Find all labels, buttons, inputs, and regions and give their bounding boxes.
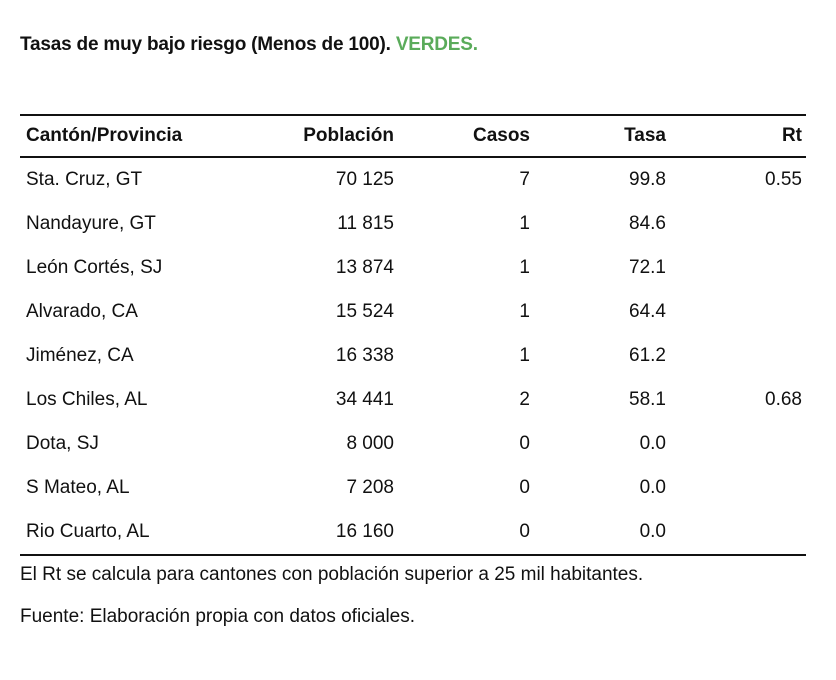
- cell-poblacion: 11 815: [337, 213, 394, 234]
- table-body: [20, 157, 806, 555]
- cell-casos: 1: [519, 345, 530, 366]
- cell-tasa: 72.1: [629, 257, 666, 278]
- risk-table: [20, 114, 806, 556]
- cell-canton: Alvarado, CA: [26, 301, 138, 322]
- cell-rt: [666, 290, 806, 334]
- cell-casos: 0: [519, 433, 530, 454]
- cell-canton: Jiménez, CA: [26, 345, 134, 366]
- cell-canton: Los Chiles, AL: [26, 389, 148, 410]
- cell-tasa: 64.4: [629, 301, 666, 322]
- rt-footnote: El Rt se calcula para cantones con población superior a 25 mil habitantes.: [20, 564, 644, 585]
- cell-poblacion: 8 000: [346, 433, 394, 454]
- cell-canton: León Cortés, SJ: [26, 257, 163, 278]
- cell-rt: [666, 246, 806, 290]
- column-header-poblacion: Población: [303, 125, 394, 146]
- cell-poblacion: 15 524: [335, 301, 394, 322]
- cell-casos: 1: [519, 301, 530, 322]
- cell-rt: [666, 422, 806, 466]
- cell-casos: 1: [519, 213, 530, 234]
- table-row: [20, 422, 806, 466]
- cell-rt: [666, 334, 806, 378]
- column-header-tasa: Tasa: [624, 125, 666, 146]
- cell-tasa: 99.8: [629, 169, 666, 190]
- column-header-rt: Rt: [781, 125, 802, 146]
- cell-canton: Sta. Cruz, GT: [26, 169, 143, 190]
- title-accent: VERDES.: [395, 34, 478, 55]
- cell-rt: [666, 510, 806, 555]
- table-row: [20, 334, 806, 378]
- cell-casos: 0: [519, 477, 530, 498]
- cell-casos: 0: [519, 521, 530, 542]
- cell-tasa: 61.2: [629, 345, 666, 366]
- column-header-canton: Cantón/Provincia: [26, 125, 183, 146]
- cell-tasa: 0.0: [639, 521, 666, 542]
- cell-poblacion: 16 160: [335, 521, 394, 542]
- cell-poblacion: 13 874: [335, 257, 394, 278]
- source-footnote: Fuente: Elaboración propia con datos oficiales.: [20, 606, 416, 627]
- cell-poblacion: 70 125: [335, 169, 394, 190]
- cell-casos: 7: [519, 169, 530, 190]
- table-row: [20, 466, 806, 510]
- cell-poblacion: 34 441: [335, 389, 394, 410]
- table-row: [20, 157, 806, 202]
- table-row: [20, 246, 806, 290]
- cell-rt: 0.68: [765, 389, 802, 410]
- cell-casos: 2: [519, 389, 530, 410]
- table-header-row: [20, 115, 806, 157]
- cell-casos: 1: [519, 257, 530, 278]
- page-title: [20, 34, 478, 56]
- cell-canton: Rio Cuarto, AL: [26, 521, 150, 542]
- table-row: [20, 510, 806, 555]
- cell-tasa: 84.6: [629, 213, 666, 234]
- table-header: [20, 115, 806, 157]
- cell-canton: Dota, SJ: [26, 433, 99, 454]
- cell-tasa: 58.1: [629, 389, 666, 410]
- risk-table-container: [20, 114, 802, 556]
- cell-tasa: 0.0: [639, 433, 666, 454]
- cell-poblacion: 16 338: [335, 345, 394, 366]
- column-header-casos: Casos: [472, 125, 530, 146]
- cell-rt: [666, 202, 806, 246]
- cell-poblacion: 7 208: [346, 477, 394, 498]
- table-row: [20, 290, 806, 334]
- table-row: [20, 202, 806, 246]
- cell-canton: Nandayure, GT: [26, 213, 156, 234]
- cell-canton: S Mateo, AL: [26, 477, 130, 498]
- table-row: [20, 378, 806, 422]
- cell-rt: 0.55: [765, 169, 802, 190]
- title-main: Tasas de muy bajo riesgo (Menos de 100).: [20, 34, 391, 55]
- cell-rt: [666, 466, 806, 510]
- cell-tasa: 0.0: [639, 477, 666, 498]
